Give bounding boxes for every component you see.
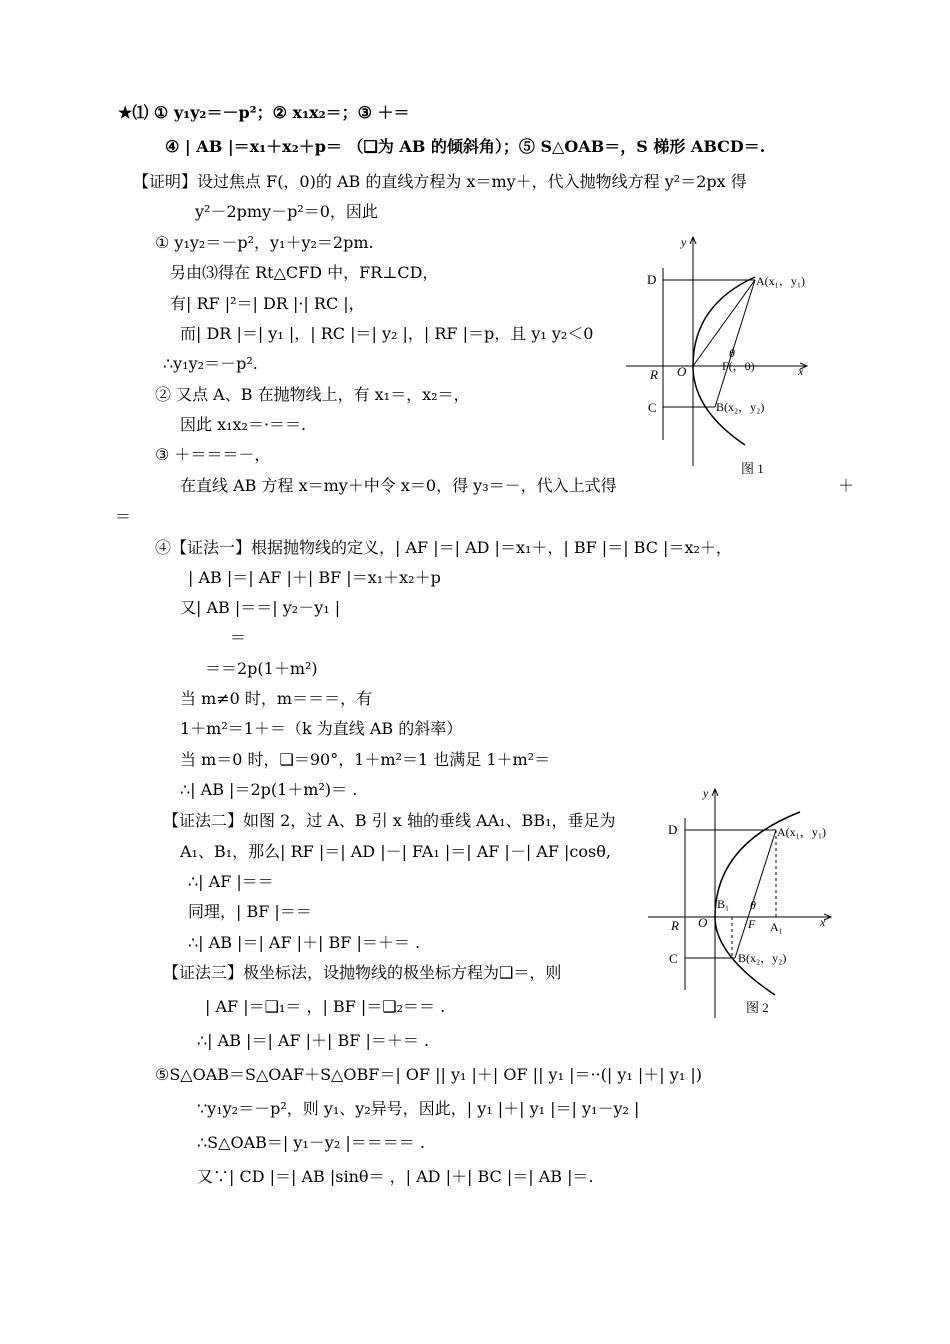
line-8: 而| DR |＝| y₁ |，| RC |＝| y₂ |，| RF |＝p，且 y₁ y₂＜0 (180, 324, 594, 343)
line-34: ∴S△OAB＝| y₁－y₂ |＝＝＝＝ . (197, 1133, 425, 1152)
figure-2 (640, 780, 840, 1025)
line-12: ③ ＋＝＝＝－， (155, 445, 271, 464)
line-32: ⑤S△OAB＝S△OAF＋S△OBF＝| OF || y₁ |＋| OF || y₁ |＝··(| y₁ |＋| y₁ |) (155, 1065, 702, 1084)
line-27: 同理，| BF |＝＝ (188, 902, 312, 921)
line-18: ＝ (230, 628, 247, 647)
line-6: 另由⑶得在 Rt△CFD 中，FR⊥CD， (170, 263, 439, 282)
fig1-label-D: D (647, 272, 657, 287)
fig2-label-F: F (748, 917, 756, 931)
fig1-label-y: y (681, 235, 687, 249)
line-7: 有| RF |²＝| DR |·| RC |， (170, 294, 365, 313)
line-26: ∴| AF |＝＝ (188, 872, 274, 891)
line-33: ∵y₁y₂＝－p²，则 y₁、y₂异号，因此，| y₁ |＋| y₁ |＝| y₁－y₂ | (197, 1099, 640, 1118)
line-16: | AB |＝| AF |＋| BF |＝x₁＋x₂＋p (188, 568, 441, 587)
line-25: A₁、B₁，那么| RF |＝| AD |－| FA₁ |＝| AF |－| AF |cosθ, (180, 842, 611, 861)
line-28: ∴| AB |＝| AF |＋| BF |＝＋＝ . (188, 933, 421, 952)
fig2-label-D: D (668, 822, 678, 837)
fig2-label-C: C (669, 951, 678, 966)
line-24: 【证法二】如图 2，过 A、B 引 x 轴的垂线 AA₁、BB₁，垂足为 (163, 811, 616, 830)
fig2-label-theta: θ (750, 898, 756, 912)
line-20: 当 m≠0 时，m＝＝＝，有 (180, 689, 373, 708)
fig2-label-x: x (820, 915, 826, 929)
fig1-label-theta: θ (729, 346, 735, 360)
line-30: | AF |＝❑₁＝ ，| BF |＝❑₂＝＝ . (205, 997, 446, 1016)
fig2-label-O: O (698, 915, 708, 930)
figure-1 (615, 230, 815, 485)
line-9: ∴y₁y₂＝－p². (163, 354, 258, 373)
fig2-label-B: B(x₂，y₂) (738, 951, 787, 965)
line-17: 又| AB |＝＝| y₂－y₁ | (180, 598, 341, 617)
fig2-label-A: A(x₁，y₁) (777, 825, 827, 839)
fig2-caption: 图 2 (746, 1000, 769, 1015)
line-31: ∴| AB |＝| AF |＋| BF |＝＋＝ . (197, 1031, 430, 1050)
line-21: 1＋m²＝1＋＝（k 为直线 AB 的斜率） (180, 719, 463, 738)
line-3: 【证明】设过焦点 F(，0)的 AB 的直线方程为 x＝my＋，代入抛物线方程 y²＝2px 得 (133, 172, 747, 191)
line-22: 当 m＝0 时，❑＝90°，1＋m²＝1 也满足 1＋m²＝ (180, 750, 551, 769)
line-13: 在直线 AB 方程 x＝my＋中令 x＝0，得 y₃＝－，代入上式得 (180, 476, 617, 495)
fig2-label-B1: B₁ (717, 897, 730, 911)
line-2: ④ | AB |＝x₁＋x₂＋p＝ （❑为 AB 的倾斜角）；⑤ S△OAB＝，S 梯形 ABCD＝. (165, 137, 766, 156)
fig1-label-F: F(，0) (722, 359, 755, 373)
fig1-label-B: B(x₂，y₂) (716, 400, 765, 414)
line-13-right: ＋ (838, 476, 855, 495)
line-14: ＝ (115, 507, 132, 526)
line-1: ★⑴ ① y₁y₂＝－p²；② x₁x₂＝；③ ＋＝ (118, 103, 410, 122)
fig1-label-A: A(x₁，y₁) (756, 274, 806, 288)
line-11: 因此 x₁x₂＝·＝＝. (180, 415, 307, 434)
fig1-label-O: O (677, 364, 687, 379)
line-29: 【证法三】极坐标法，设抛物线的极坐标方程为❑＝，则 (163, 963, 562, 982)
line-5: ① y₁y₂＝－p²，y₁＋y₂＝2pm. (155, 233, 374, 252)
fig2-label-A1: A₁ (770, 920, 783, 934)
fig2-label-y: y (703, 786, 709, 800)
line-35: 又∵| CD |＝| AB |sinθ＝ ，| AD |＋| BC |＝| AB |＝. (197, 1167, 594, 1186)
line-23: ∴| AB |＝2p(1＋m²)＝ . (180, 780, 358, 799)
fig1-label-x: x (798, 364, 804, 378)
fig1-label-R: R (650, 367, 658, 382)
line-19: ＝＝2p(1＋m²) (205, 659, 318, 678)
fig1-caption: 图 1 (741, 461, 764, 476)
fig1-label-C: C (648, 400, 657, 415)
line-15: ④【证法一】根据抛物线的定义，| AF |＝| AD |＝x₁＋，| BF |＝| BC |＝x₂＋， (155, 538, 732, 557)
fig2-label-R: R (671, 918, 679, 933)
line-10: ② 又点 A、B 在抛物线上，有 x₁＝，x₂＝， (155, 385, 470, 404)
line-4: y²－2pmy－p²＝0，因此 (195, 202, 378, 221)
